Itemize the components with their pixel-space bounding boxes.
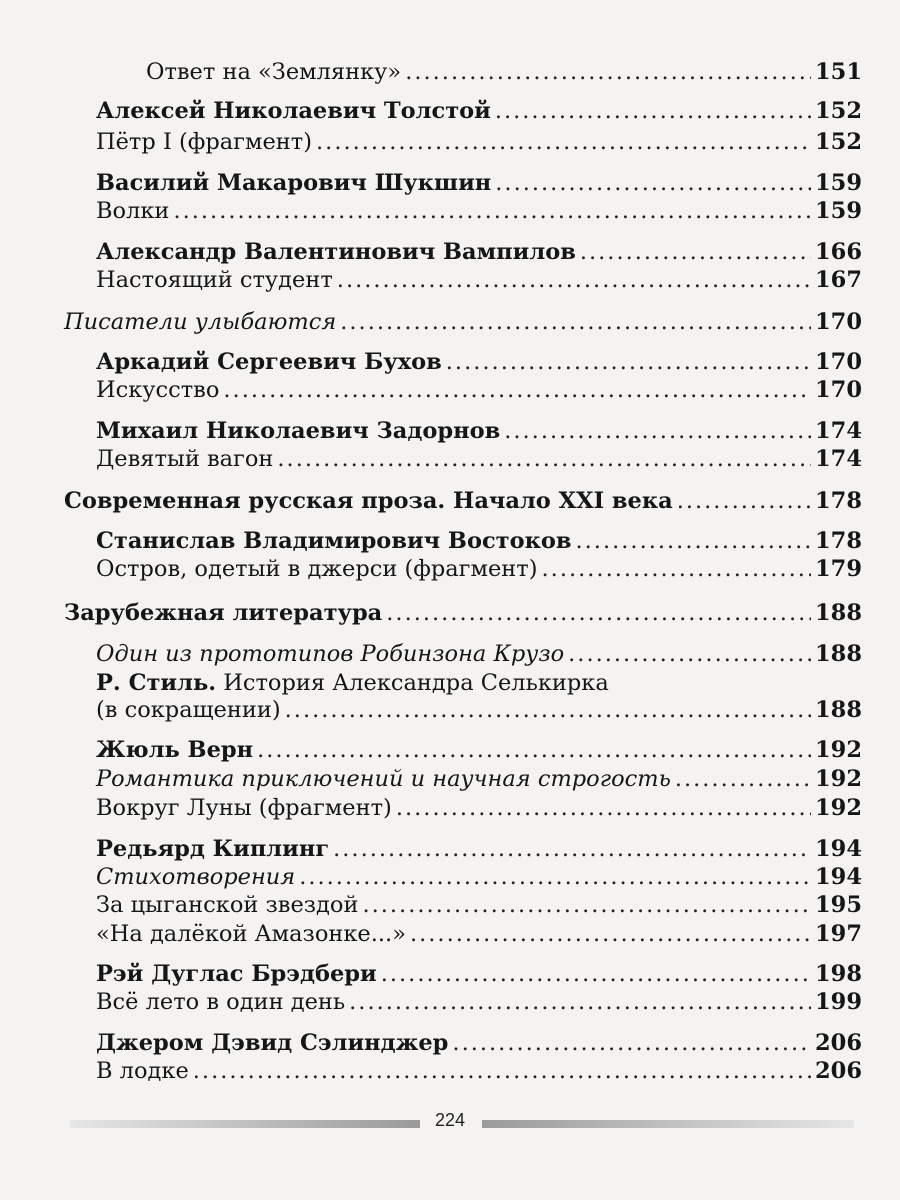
toc-author-entry [96,1030,862,1057]
toc-entry-page: 152 [815,129,862,155]
toc-entry-title: Редьярд Киплинг [96,836,330,862]
toc-entry [96,446,862,473]
toc-entry-title: Вокруг Луны (фрагмент) [96,795,392,821]
footer-rule-left [70,1120,420,1128]
toc-leader-dots [580,239,811,266]
toc-entry-page: 206 [815,1058,862,1084]
toc-leader-dots [568,641,811,668]
toc-entry-title: Зарубежная литература [64,600,383,626]
toc-entry-title: Волки [96,198,170,224]
toc-entry [96,921,862,948]
toc-entry-title: Пётр I (фрагмент) [96,129,313,155]
toc-leader-dots [542,556,812,583]
toc-entry-page: 174 [815,418,862,444]
toc-entry-title: Стихотворения [96,864,296,890]
toc-entry [96,198,862,225]
page-number: 224 [434,1110,466,1130]
toc-leader-dots [173,198,811,225]
toc-leader-dots [677,488,811,515]
toc-section-entry [64,488,862,515]
toc-entry-page: 152 [815,98,862,124]
toc-author-entry [96,239,862,266]
toc-entry-page: 194 [815,864,862,890]
toc-entry [96,892,862,919]
toc-entry-page: 198 [815,961,862,987]
toc-entry-page: 199 [815,989,862,1015]
toc-entry-title: Аркадий Сергеевич Бухов [96,349,442,375]
toc-entry-page: 192 [815,737,862,763]
toc-entry-page: 197 [815,921,862,947]
toc-entry-page: 174 [815,446,862,472]
toc-entry-title: Рэй Дуглас Брэдбери [96,961,377,987]
toc-entry-page: 151 [815,59,862,85]
toc-leader-dots [223,377,811,404]
toc-leader-dots [446,349,811,376]
toc-author-entry [96,737,862,764]
toc-leader-dots [504,418,811,445]
page-footer [0,1104,900,1144]
toc-entry-page: 178 [815,488,862,514]
toc-leader-dots [277,446,811,473]
toc-author-entry [96,418,862,445]
toc-leader-dots [193,1058,811,1085]
toc-leader-dots [495,98,811,125]
toc-entry-line [96,670,862,697]
toc-entry [96,1058,862,1085]
toc-leader-dots [333,836,811,863]
toc-entry-title: За цыганской звездой [96,892,359,918]
toc-entry-author: Р. Стиль. [96,670,217,696]
toc-entry-multiline [96,670,862,724]
toc-entry-page: 178 [815,528,862,554]
toc-leader-dots [495,170,811,197]
toc-entry [96,641,862,668]
toc-author-entry [96,836,862,863]
toc-entry-page: 206 [815,1030,862,1056]
toc-entry-title: Александр Валентинович Вампилов [96,239,576,265]
toc-entry [96,766,862,793]
toc-entry-title: Настоящий студент [96,267,333,293]
toc-entry-page: 192 [815,795,862,821]
toc-entry [146,59,862,86]
toc-entry-page: 188 [815,697,862,723]
toc-entry-title: Современная русская проза. Начало XXI века [64,488,673,514]
toc-entry-title: Василий Макарович Шукшин [96,170,492,196]
toc-author-entry [96,170,862,197]
toc-entry-page: 159 [815,170,862,196]
toc-entry-page: 166 [815,239,862,265]
toc-entry-title: Девятый вагон [96,446,274,472]
toc-entry-title: Романтика приключений и научная строгость [96,766,671,792]
toc-leader-dots [257,737,811,764]
toc-entry-title: Один из прототипов Робинзона Крузо [96,641,565,667]
toc-entry-page: 192 [815,766,862,792]
toc-entry-page: 179 [815,556,862,582]
toc-leader-dots [285,697,811,724]
toc-entry-title: Жюль Верн [96,737,254,763]
toc-leader-dots [340,309,811,336]
toc-section-entry [64,309,862,336]
toc-entry-title: Станислав Владимирович Востоков [96,528,572,554]
toc-entry-page: 170 [815,309,862,335]
footer-rule-right [482,1120,854,1128]
toc-leader-dots [452,1030,811,1057]
toc-entry-title: Всё лето в один день [96,989,346,1015]
toc-entry-title: История Александра Селькирка [216,670,609,696]
toc-entry-title: Писатели улыбаются [64,309,337,335]
toc-leader-dots [405,59,811,86]
toc-entry-page: 194 [815,836,862,862]
toc-author-entry [96,98,862,125]
toc-entry-page: 195 [815,892,862,918]
toc-author-entry [96,961,862,988]
toc-leader-dots [410,921,811,948]
toc-leader-dots [349,989,811,1016]
toc-entry-line [96,697,862,724]
toc-entry-title: Искусство [96,377,220,403]
toc-leader-dots [576,528,812,555]
toc-entry-title: Ответ на «Землянку» [146,59,402,85]
toc-entry-page: 159 [815,198,862,224]
toc-leader-dots [396,795,811,822]
toc-author-entry [96,528,862,555]
toc-entry-page: 188 [815,641,862,667]
toc-entry-title: «На далёкой Амазонке...» [96,921,406,947]
toc-entry [96,377,862,404]
toc-entry-page: 170 [815,349,862,375]
toc-entry-page: 167 [815,267,862,293]
toc-entry [96,556,862,583]
toc-entry [96,795,862,822]
toc-entry-title: Алексей Николаевич Толстой [96,98,491,124]
toc-entry-title: Джером Дэвид Сэлинджер [96,1030,449,1056]
toc-leader-dots [316,129,811,156]
toc-leader-dots [381,961,811,988]
toc-leader-dots [675,766,811,793]
toc-entry-title-cont: (в сокращении) [96,697,281,723]
toc-leader-dots [362,892,811,919]
toc-author-entry [96,349,862,376]
toc-section-entry [64,600,862,627]
toc-entry [96,129,862,156]
toc-entry-page: 188 [815,600,862,626]
toc-entry-title: Остров, одетый в джерси (фрагмент) [96,556,538,582]
toc-leader-dots [337,267,811,294]
toc-entry [96,267,862,294]
toc-entry-title: Михаил Николаевич Задорнов [96,418,501,444]
toc-entry [96,864,862,891]
toc-entry-page: 170 [815,377,862,403]
toc-entry-title: В лодке [96,1058,189,1084]
toc-leader-dots [386,600,811,627]
toc-entry [96,989,862,1016]
toc-leader-dots [299,864,811,891]
